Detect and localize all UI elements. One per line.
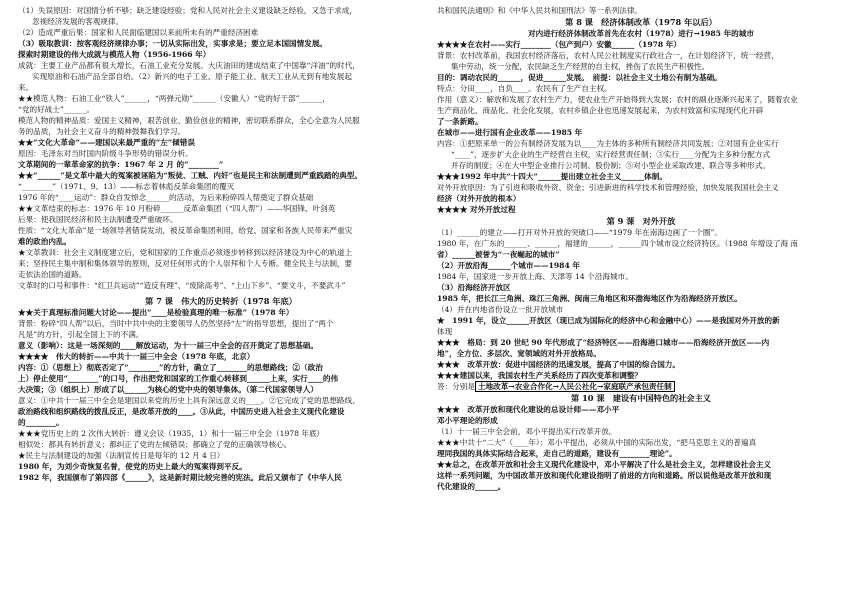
- right-column: [437, 5, 845, 492]
- lesson-heading: 第 10 课 建设有中国特色的社会主义: [571, 393, 711, 403]
- answer-label: 答：分别是: [437, 382, 475, 391]
- text-line: ★★★★ 伟大的转折——中共十一届三中全会（1978 年底，北京）: [18, 352, 255, 361]
- text-line: （2）造成严重后果：国家和人民面临建国以来前所未有的严重经济困难: [18, 28, 259, 37]
- text-line: ★★★ 改革开放：促进中国经济的迅速发展，提高了中国的综合国力。: [437, 360, 680, 369]
- text-line: 地”，全方位、多层次、宽领域的对外开放格局。: [437, 349, 601, 358]
- left-column-top: [18, 5, 424, 291]
- text-line: 1982 年，我国颁布了第四部《______》，这是新时期比较完善的宪法。此后又颁布了《中华人民: [18, 473, 342, 482]
- text-line: （3）沿海经济开放区: [437, 283, 511, 292]
- text-line: 走依法治国的道路。: [18, 270, 87, 279]
- text-line: ★★模范人物：石油工业“铁人”______，“两弹元勋”______（安徽人）“党的好干部”______，: [18, 94, 330, 103]
- text-line: ★★★建国以来，我国农村生产关系经历了四次变革和调整？: [437, 371, 643, 380]
- text-line: ★★关于真理标准问题大讨论——提出“____是检验真理的唯一标准”（1978 年）: [18, 308, 294, 317]
- text-line: 理同我国的具体实际结合起来，走自己的道路，建设有________理论”。: [437, 449, 677, 458]
- text-line: 了一条新路。: [437, 117, 483, 126]
- text-line: 务的品质，为社会主义奋斗的精神鼓舞我们学习。: [18, 127, 186, 136]
- text-line: （4）并在内地省份设立一批开放城市: [437, 305, 564, 314]
- text-line: 内容：①把原来单一的公有制经济发展为以____为主体的多种所有制经济共同发展；②对国有企业实行: [437, 139, 779, 148]
- text-line: （1）十一届三中全会前，邓小平提出实行改革开放。: [437, 427, 617, 436]
- text-line: ★ 1991 年，设立______开放区（现已成为国际化的经济中心和金融中心）——是我国对外开放的新: [437, 316, 780, 325]
- text-line: ★★总之，在改革开放和社会主义现代化建设中，邓小平解决了什么是社会主义，怎样建设社会主义: [437, 460, 772, 469]
- text-line: 背景：粉碎“四人帮”以后，当时中共中央的主要领导人仍然坚持“左”的指导思想，提出了“两个: [18, 319, 334, 328]
- lesson-heading: 第 8 课 经济体制改革（1978 年以后）: [565, 17, 717, 27]
- text-line: （2）开放沿海______个城市——1984 年: [437, 261, 580, 270]
- text-line: 内容：①（思想上）彻底否定了“________”的方针，确立了________的思想路线；②（政治: [18, 363, 323, 372]
- answer-line: [437, 381, 845, 392]
- text-line: 原因：毛泽东对当时国内阶级斗争形势的错误分析。: [18, 149, 193, 158]
- text-line: 意义：①中共十一届三中全会是建国以来党的历史上具有深远意义的____。②它完成了党的思想路线、: [18, 396, 360, 405]
- text-line: 难的政治内乱。: [18, 237, 72, 246]
- text-line: ★★★1992 年中共“十四大”______提出建立社会主义______体制。: [437, 172, 667, 181]
- text-line: 来；坚持民主集中制和集体领导的原则，反对任何形式的个人崇拜和个人专断。健全民主与法制，要: [18, 259, 353, 268]
- text-line: 1985 年，把长江三角洲、珠江三角洲、闽南三角地区和环渤海地区作为沿海经济开放区。: [437, 294, 742, 303]
- lesson-7-section: [18, 295, 424, 483]
- text-line: “____”，逐步扩大企业的生产经营自主权，实行经营责任制；③实行____分配为主多种分配方式: [451, 150, 771, 159]
- text-line: 这样一系列问题，为中国改革开放和现代化建设指明了前进的方向和道路。所以说他是改革开放和现: [437, 471, 772, 480]
- text-line: 对内进行经济体制改革首先在农村（1978）进行→1985 年的城市: [528, 29, 754, 38]
- text-line: 相似处：都具有转折意义；都纠正了党的左倾错误；都确立了党的正确领导核心。: [18, 440, 292, 449]
- text-line: ★★★★在农村——实行________（包产到户）安徽______（1978 年）: [437, 40, 681, 49]
- text-line: 凡是”的方针，引起全国上下的不满。: [18, 330, 144, 339]
- text-line: ★★★党历史上的 2 次伟大转折：遵义会议（1935，1）和十一届三中全会（1978 年底）: [18, 429, 325, 438]
- text-line: 体现: [437, 327, 453, 336]
- text-line: 1980 年，在广东的______、______，福建的______，______四个城市设立经济特区。（1988 年增设了海 南: [437, 239, 799, 248]
- text-line: 大决策；③（组织上）形成了以______为核心的党中央的领导集体。（第二代国家领导人）: [18, 385, 318, 394]
- text-line: 经济（对外开放的根本）: [437, 194, 521, 203]
- text-line: 1980 年，为刘少奇恢复名誉，使党的历史上最大的冤案得到平反。: [18, 462, 247, 471]
- text-line: 作用（意义）：解放和发展了农村生产力，使农业生产开始得到大发展；农村的副业逐渐兴起来了，随着农业: [437, 95, 798, 104]
- text-line: 并存的制度；④在大中型企业推行公司制、股份制；⑤对小型企业采取改建、联合等多种形式。: [451, 161, 770, 170]
- text-line: ★★★中共十“二大”（____年）：邓小平提出，必须从中国的实际出发，“把马克思主义的普遍真: [437, 438, 757, 447]
- text-line: 来。: [18, 83, 34, 92]
- text-line: ★★★ 改革开放和现代化建设的总设计师——邓小平: [437, 405, 620, 414]
- answer-box: 土地改革→农业合作化→人民公社化→家庭联产承包责任制: [475, 381, 675, 392]
- left-column: [18, 5, 424, 483]
- text-line: 背景：农村改革前，我国农村经济落后，农村人民公社制度实行政社合一，在计划经济下，统一经营，: [437, 51, 779, 60]
- text-line: 邓小平理论的形成: [437, 416, 498, 425]
- text-line: ★★“文化大革命”——建国以来最严重的“左”倾错误: [18, 138, 195, 147]
- text-line: 目的：调动农民的______，促进______发展。 前提：以社会主义土地公有制为基础。: [437, 73, 722, 82]
- text-line: 对外开放原因：为了引进和吸收外资、资金；引进新进的科学技术和管理经验，加快发展我国社会主义: [437, 183, 779, 192]
- text-line: （1）失误原因：对国情分析不够；缺乏建设经验；党和人民对社会主义建设缺乏经验，又急于求成，: [18, 6, 357, 15]
- text-line: 1984 年，国家进一步开放上海、天津等 14 个沿海城市。: [437, 272, 633, 281]
- text-line: 集中劳动，统一分配，农民缺乏生产经营的自主权，挫伤了农民生产积极性。: [451, 62, 710, 71]
- text-line: 在城市——进行国有企业改革——1985 年: [437, 128, 583, 137]
- text-line: 1976 年的“____运动”：群众自发悼念______的活动，为后来粉碎四人帮奠定了群众基础: [18, 193, 314, 202]
- text-line: 性质：“文化大革命”是一场领导者错误发动，被反革命集团利用，给党、国家和各族人民带来严重灾: [18, 226, 353, 235]
- text-line: ★★★ 格局：到 20 世纪 90 年代形成了“经济特区——沿海港口城市——沿海经济开放区——内: [437, 338, 770, 347]
- text-line: “________”（1971、9、13）——标志着林彪反革命集团的覆灭: [18, 182, 235, 191]
- text-line: 成就：主要工业产品都有很大增长，石油工业充分发展。大庆油田的建成结束了中国靠“洋油”的时代，: [18, 61, 360, 70]
- text-line: 文革期间的一辈革命家的抗争：1967 年 2 月 的“________”: [18, 160, 224, 169]
- text-line: 文革时的口号和事件：“红卫兵运动”“造反有理”、“废除高考”、“上山下乡”、“要文斗，不要武斗”: [18, 281, 346, 290]
- text-line: （3）吸取教训：按客观经济规律办事；一切从实际出发，实事求是；要立足本国国情发展。: [18, 39, 328, 48]
- text-line: ★民主与法制建设的加强（法制宣传日是每年的 12 月 4 日）: [18, 451, 225, 460]
- text-line: （1）______的建立——打开对外开放的突破口——“1979 年在南海边画了一个圈”。: [437, 228, 722, 237]
- text-line: 政治路线和组织路线的拨乱反正，是改革开放的____。③从此，中国历史进入社会主义现代化建设: [18, 407, 345, 416]
- text-line: 忽视经济发展的客观规律。: [32, 17, 124, 26]
- text-line: 的________。: [18, 418, 64, 427]
- text-line: 后果：使我国民经济和民主法制遭受严重破坏。: [18, 215, 178, 224]
- text-line: 特点：分田____，自负____。农民有了生产自主权。: [437, 84, 612, 93]
- text-line: 意义（影响）：这是一场深刻的____解放运动，为十一届三中全会的召开奠定了思想基础。: [18, 341, 318, 350]
- text-line: 共和国民法通则》和《中华人民共和国刑法》等一系列法律。: [437, 6, 643, 15]
- text-line: ★★文革结束的标志：1976 年 10 月粉碎______反革命集团（“四人帮”）——华国锋、叶剑英: [18, 204, 336, 213]
- text-line: 探索时期建设的伟大成就与模范人物（1956-1966 年）: [18, 50, 211, 59]
- text-line: ★★★★ 对外开放过程: [437, 205, 516, 214]
- text-line: 省）______被誉为“一夜崛起的城市”: [437, 250, 560, 259]
- text-line: “党的好战士”______。: [18, 105, 95, 114]
- lesson-heading: 第 7 课 伟大的历史转折（1978 年底）: [145, 296, 297, 306]
- text-line: 实现原油和石油产品全部自给。（2）新兴的电子工业、原子能工业、航天工业从无到有地发展起: [32, 72, 352, 81]
- text-line: 模范人物的精神品质：爱国主义精神，艰苦创业、勤俭创业的精神，密切联系群众，全心全意为人民服: [18, 116, 360, 125]
- text-line: ★文革教训：社会主义制度建立后，党和国家的工作重点必须逐步转移到以经济建设为中心的轨道上: [18, 248, 353, 257]
- text-line: 代化建设的______。: [437, 482, 506, 491]
- text-line: 上）停止使用“________”的口号，作出把党和国家的工作重心转移到______上来，实行____的伟: [18, 374, 339, 383]
- text-line: ★★“______”是文革中最大的冤案被诬陷为“叛徒、工贼、内奸”也是民主和法制遭到严重践踏的典型。: [18, 171, 362, 180]
- lesson-heading: 第 9 课 对外开放: [606, 216, 676, 226]
- text-line: 生产商品化、商品化、社会化发展，农村乡镇企业也迅速发展起来，为农村致富和实现现代化开辟: [437, 106, 764, 115]
